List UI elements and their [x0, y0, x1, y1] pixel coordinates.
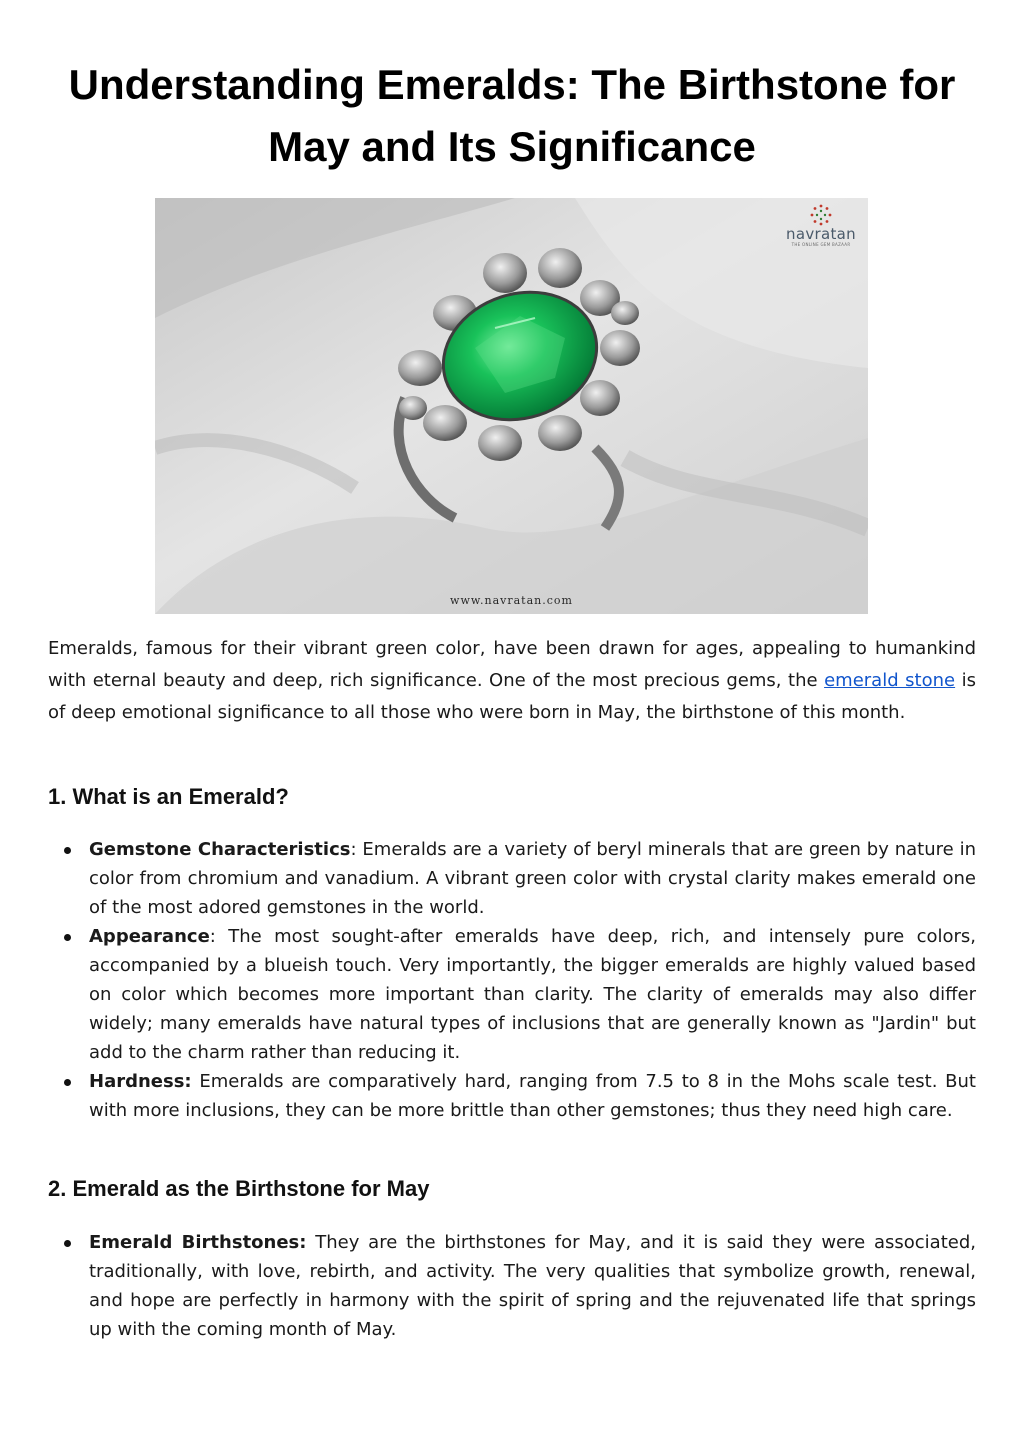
- bullet-icon: [64, 1079, 71, 1086]
- image-watermark: www.navratan.com: [450, 594, 573, 607]
- intro-text-end: is of deep emotional significance to all those who were born in May, the birthstone of this month.: [48, 670, 976, 723]
- item-label: Hardness:: [89, 1071, 192, 1092]
- intro-paragraph: [48, 633, 976, 729]
- logo-tagline: THE ONLINE GEM BAZAAR: [791, 242, 851, 247]
- emerald-facts-list: [48, 835, 976, 1125]
- section-heading-birthstone-may: 2. Emerald as the Birthstone for May: [48, 1176, 430, 1201]
- page-title: Understanding Emeralds: The Birthstone for May and Its Significance: [68, 61, 956, 170]
- brand-logo: [781, 204, 861, 248]
- logo-dots-icon: [810, 204, 832, 226]
- item-label: Gemstone Characteristics: [89, 839, 351, 860]
- bullet-icon: [64, 1240, 71, 1247]
- item-text: They are the birthstones for May, and it is said they were associated, traditionally, with love, rebirth, and activity. The very qualities that symbolize growth, renewal, and hope are perfectly in harmony with the spirit of spring and the rejuvenated life that springs up with the coming month of May.: [89, 1232, 976, 1340]
- bullet-icon: [64, 847, 71, 854]
- bullet-icon: [64, 934, 71, 941]
- item-text: : Emeralds are a variety of beryl minerals that are green by nature in color from chromium and vanadium. A vibrant green color with crystal clarity makes emerald one of the most adored gemstones in the world.: [89, 839, 976, 918]
- emerald-ring-photo: [155, 198, 868, 614]
- section-heading-what-is-emerald: 1. What is an Emerald?: [48, 784, 289, 809]
- logo-brand-name: navratan: [786, 225, 856, 243]
- item-label: Appearance: [89, 926, 210, 947]
- list-item: [48, 922, 976, 1067]
- item-text: : The most sought-after emeralds have deep, rich, and intensely pure colors, accompanied by a blueish touch. Very importantly, the bigger emeralds are highly valued based on color which becomes more important than clarity. The clarity of emeralds may also differ widely; many emeralds have natural types of inclusions that are generally known as "Jardin" but add to the charm rather than reducing it.: [89, 926, 976, 1063]
- item-label: Emerald Birthstones:: [89, 1232, 307, 1253]
- item-text: Emeralds are comparatively hard, ranging from 7.5 to 8 in the Mohs scale test. But with more inclusions, they can be more brittle than other gemstones; thus they need high care.: [89, 1071, 976, 1121]
- emerald-stone-link[interactable]: emerald stone: [824, 670, 956, 691]
- list-item: [48, 1067, 976, 1125]
- birthstone-list: [48, 1228, 976, 1344]
- ring-illustration: [155, 198, 868, 614]
- list-item: [48, 835, 976, 922]
- intro-text-start: Emeralds, famous for their vibrant green color, have been drawn for ages, appealing to humankind with eternal beauty and deep, rich significance. One of the most precious gems, the: [48, 638, 976, 691]
- list-item: [48, 1228, 976, 1344]
